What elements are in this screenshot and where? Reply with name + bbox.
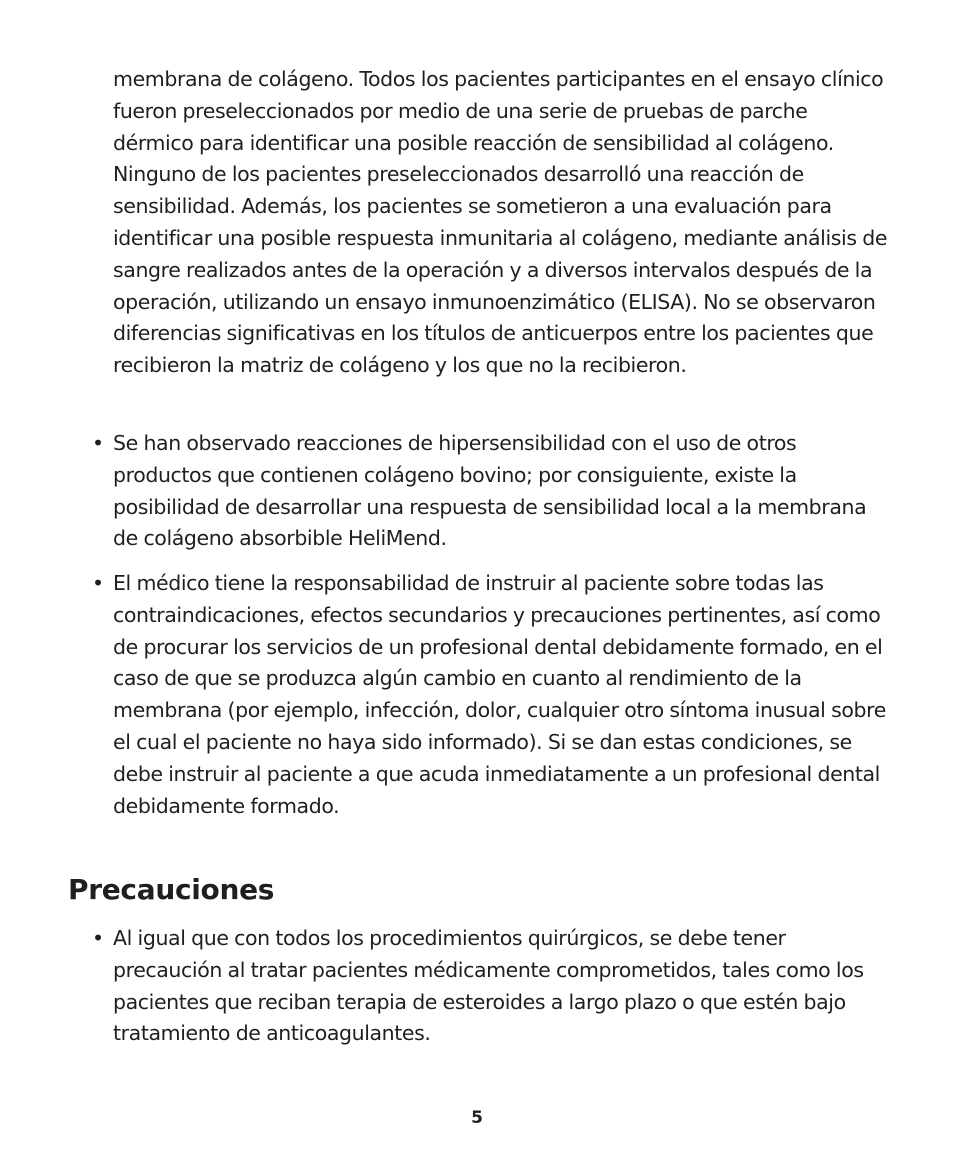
bullet-icon: • <box>92 431 105 455</box>
bullet-icon: • <box>92 571 105 595</box>
list-item-text: Al igual que con todos los procedimientos quirúrgicos, se debe tener precaución al tratar pacientes médicamente comprometidos, tales como los pacientes que reciban terapia de esteroides a largo plazo o que estén bajo tratamiento de anticoagulantes. <box>113 926 864 1046</box>
list-item-text: Se han observado reacciones de hipersensibilidad con el uso de otros productos que contienen colágeno bovino; por consiguiente, existe la posibilidad de desarrollar una respuesta de sensibilidad local a la membrana de colágeno absorbible HeliMend. <box>113 431 867 551</box>
section-heading: Precauciones <box>68 873 275 906</box>
continuation-paragraph: membrana de colágeno. Todos los pacientes participantes en el ensayo clínico fueron preseleccionados por medio de una serie de pruebas de parche dérmico para identificar una posible reacción de sensibilidad al colágeno. Ninguno de los pacientes preseleccionados desarrolló una reacción de sensibilidad. Además, los pacientes se sometieron a una evaluación para identificar una posible respuesta inmunitaria al colágeno, mediante análisis de sangre realizados antes de la operación y a diversos intervalos después de la operación, utilizando un ensayo inmunoenzimático (ELISA). No se observaron diferencias significativas en los títulos de anticuerpos entre los pacientes que recibieron la matriz de colágeno y los que no la recibieron. <box>113 67 888 378</box>
bullet-icon: • <box>92 926 105 950</box>
list-item-text: El médico tiene la responsabilidad de instruir al paciente sobre todas las contraindicaciones, efectos secundarios y precauciones pertinentes, así como de procurar los servicios de un profesional dental debidamente formado, en el caso de que se produzca algún cambio en cuanto al rendimiento de la membrana (por ejemplo, infección, dolor, cualquier otro síntoma inusual sobre el cual el paciente no haya sido informado). Si se dan estas condiciones, se debe instruir al paciente a que acuda inmediatamente a un profesional dental debidamente formado. <box>113 571 886 818</box>
page-number: 5 <box>471 1108 483 1128</box>
